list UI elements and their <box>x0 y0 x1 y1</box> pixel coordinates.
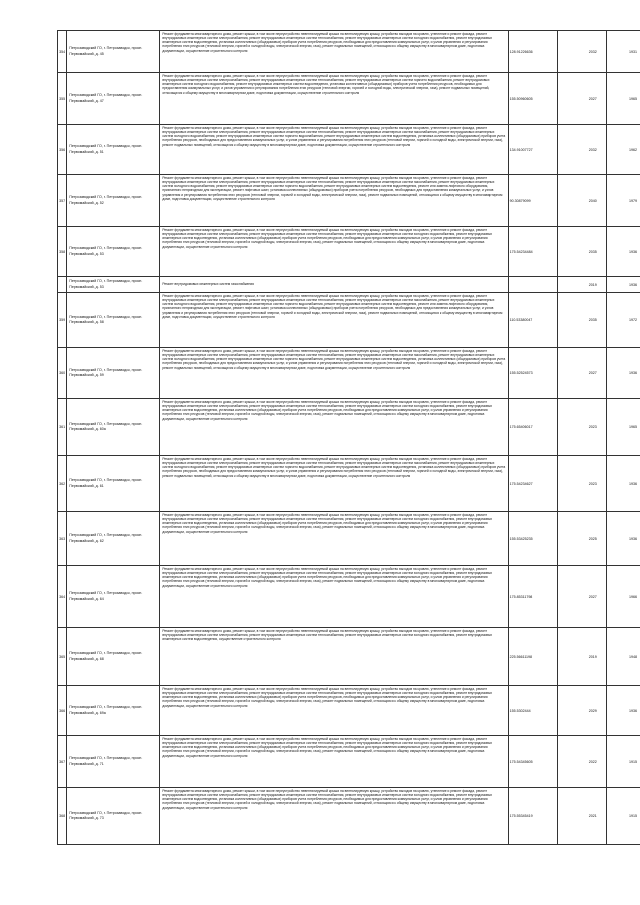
cost-cell: 175.65406017 <box>508 399 558 456</box>
table-row <box>58 175 640 227</box>
work-list-cell: Ремонт фундамента многоквартирного дома, ремонт крыши, в том числе переустройство невентилируемой крыши на вентилируемую крышу, устройство выходов на кровлю, утепление и ремонт фасада, ремонт внутридомовых инженерных систем электроснабжения, ремонт внутридомовых инженерных систем теплоснабжения, ремонт внутридомовых инженерных систем холодного водоснабжения, ремонт внутридомовых инженерных систем водоотведения, установка коллективных (общедомовых) приборов учета потребления ресурсов, необходимых для предоставления коммунальных услуг, и узлов управления и регулирования потребления этих ресурсов (тепловой энергии, горячей и холодной воды, электрической энергии, газа), ремонт подвальных помещений, относящихся к общему имуществу в многоквартирном доме, подготовка документации, осуществление строительного контроля <box>160 686 508 736</box>
row-number: 356 <box>58 125 67 175</box>
built-year-cell: 1936 <box>606 348 640 399</box>
repair-year-cell: 2035 <box>558 293 607 348</box>
cost-cell: 128.91226636 <box>508 31 558 73</box>
built-year-cell: 1936 <box>606 277 640 293</box>
row-number <box>58 277 67 293</box>
row-number: 364 <box>58 566 67 628</box>
repair-year-cell: 2021 <box>558 788 607 845</box>
cost-cell <box>508 277 558 293</box>
cost-cell: 155.53425235 <box>508 512 558 566</box>
repair-year-cell: 2027 <box>558 348 607 399</box>
repair-year-cell: 2023 <box>558 456 607 512</box>
table-row <box>58 686 640 736</box>
address-cell: Петрозаводский ГО, г. Петрозаводск, просп. Первомайский, д. 52 <box>67 175 160 227</box>
work-list-cell: Ремонт фундамента многоквартирного дома, ремонт крыши, в том числе переустройство невентилируемой крыши на вентилируемую крышу, устройство выходов на кровлю, утепление и ремонт фасада, ремонт внутридомовых инженерных систем электроснабжения, ремонт внутридомовых инженерных систем теплоснабжения, ремонт внутридомовых инженерных систем газоснабжения, ремонт внутридомовых инженерных систем холодного водоснабжения, ремонт внутридомовых инженерных систем горячего водоснабжения, ремонт внутридомовых инженерных систем водоотведения, установка коллективных (общедомовых) приборов учета потребления ресурсов, необходимых для предоставления коммунальных услуг, и узлов управления и регулирования потребления этих ресурсов (тепловой энергии, горячей и холодной воды, электрической энергии, газа), ремонт подвальных помещений, относящихся к общему имуществу в многоквартирном доме, подготовка документации, осуществление строительного контроля <box>160 456 508 512</box>
built-year-cell: 1931 <box>606 31 640 73</box>
table-row <box>58 628 640 686</box>
row-number: 363 <box>58 512 67 566</box>
repair-year-cell: 2032 <box>558 31 607 73</box>
cost-cell: 175.54234627 <box>508 456 558 512</box>
work-list-cell: Ремонт внутридомовых инженерных систем газоснабжения <box>160 277 508 293</box>
cost-cell: 225.56611198 <box>508 628 558 686</box>
row-number: 355 <box>58 73 67 125</box>
work-list-cell: Ремонт фундамента многоквартирного дома, ремонт крыши, в том числе переустройство невентилируемой крыши на вентилируемую крышу, устройство выходов на кровлю, утепление и ремонт фасада, ремонт внутридомовых инженерных систем электроснабжения, ремонт внутридомовых инженерных систем теплоснабжения, ремонт внутридомовых инженерных систем холодного водоснабжения, ремонт внутридомовых инженерных систем водоотведения, установка коллективных (общедомовых) приборов учета потребления ресурсов, необходимых для предоставления коммунальных услуг, и узлов управления и регулирования потребления этих ресурсов (тепловой энергии, горячей и холодной воды, электрической энергии, газа), ремонт подвальных помещений, относящихся к общему имуществу в многоквартирном доме, подготовка документации, осуществление строительного контроля <box>160 512 508 566</box>
row-number: 359 <box>58 293 67 348</box>
repair-year-cell: 2027 <box>558 566 607 628</box>
repair-year-cell: 2023 <box>558 399 607 456</box>
work-list-cell: Ремонт фундамента многоквартирного дома, ремонт крыши, в том числе переустройство невентилируемой крыши на вентилируемую крышу, устройство выходов на кровлю, утепление и ремонт фасада, ремонт внутридомовых инженерных систем электроснабжения, ремонт внутридомовых инженерных систем теплоснабжения, ремонт внутридомовых инженерных систем газоснабжения, ремонт внутридомовых инженерных систем холодного водоснабжения, ремонт внутридомовых инженерных систем горячего водоснабжения, ремонт внутридомовых инженерных систем водоотведения, установка коллективных (общедомовых) приборов учета потребления ресурсов, необходимых для предоставления коммунальных услуг, и узлов управления и регулирования потребления этих ресурсов (тепловой энергии, горячей и холодной воды, электрической энергии, газа), ремонт подвальных помещений, относящихся к общему имуществу в многоквартирном доме, подготовка документации, осуществление строительного контроля <box>160 125 508 175</box>
cost-cell: 134.91007727 <box>508 125 558 175</box>
built-year-cell: 1965 <box>606 399 640 456</box>
built-year-cell: 1979 <box>606 175 640 227</box>
table-row <box>58 456 640 512</box>
table-row <box>58 512 640 566</box>
work-list-cell: Ремонт фундамента многоквартирного дома, ремонт крыши, в том числе переустройство невентилируемой крыши на вентилируемую крышу, устройство выходов на кровлю, утепление и ремонт фасада, ремонт внутридомовых инженерных систем электроснабжения, ремонт внутридомовых инженерных систем теплоснабжения, ремонт внутридомовых инженерных систем газоснабжения, ремонт внутридомовых инженерных систем холодного водоснабжения, ремонт внутридомовых инженерных систем горячего водоснабжения, ремонт внутридомовых инженерных систем водоотведения, установка коллективных (общедомовых) приборов учета потребления ресурсов, необходимых для предоставления коммунальных услуг, и узлов управления и регулирования потребления этих ресурсов (тепловой энергии, горячей и холодной воды, электрической энергии, газа), ремонт подвальных помещений, относящихся к общему имуществу в многоквартирном доме, подготовка документации, осуществление строительного контроля <box>160 348 508 399</box>
repair-year-cell: 2029 <box>558 686 607 736</box>
work-list-cell: Ремонт фундамента многоквартирного дома, ремонт крыши, в том числе переустройство невентилируемой крыши на вентилируемую крышу, устройство выходов на кровлю, утепление и ремонт фасада, ремонт внутридомовых инженерных систем электроснабжения, ремонт внутридомовых инженерных систем теплоснабжения, ремонт внутридомовых инженерных систем холодного водоснабжения, ремонт внутридомовых инженерных систем водоотведения, установка коллективных (общедомовых) приборов учета потребления ресурсов, необходимых для предоставления коммунальных услуг, и узлов управления и регулирования потребления этих ресурсов (тепловой энергии, горячей и холодной воды, электрической энергии, газа), ремонт подвальных помещений, относящихся к общему имуществу в многоквартирном доме, подготовка документации, осуществление строительного контроля <box>160 399 508 456</box>
row-number: 365 <box>58 628 67 686</box>
built-year-cell: 1915 <box>606 788 640 845</box>
built-year-cell: 1936 <box>606 686 640 736</box>
address-cell: Петрозаводский ГО, г. Петрозаводск, просп. Первомайский, д. 45 <box>67 31 160 73</box>
work-list-cell: Ремонт фундамента многоквартирного дома, ремонт крыши, в том числе переустройство невентилируемой крыши на вентилируемую крышу, устройство выходов на кровлю, утепление и ремонт фасада, ремонт внутридомовых инженерных систем электроснабжения, ремонт внутридомовых инженерных систем теплоснабжения, ремонт внутридомовых инженерных систем горячего водоснабжения, ремонт внутридомовых инженерных систем холодного водоснабжения, ремонт внутридомовых инженерных систем водоотведения, установка коллективных (общедомовых) приборов учета потребления ресурсов, необходимых для предоставления коммунальных услуг, и узлов управления и регулирования потребления этих ресурсов (тепловой энергии, горячей и холодной воды, электрической энергии, газа), ремонт подвальных помещений, относящихся к общему имуществу в многоквартирном доме, подготовка документации, осуществление строительного контроля <box>160 73 508 125</box>
repair-year-cell: 2019 <box>558 628 607 686</box>
table-row <box>58 788 640 845</box>
repair-year-cell: 2022 <box>558 736 607 788</box>
table-row <box>58 566 640 628</box>
row-number: 367 <box>58 736 67 788</box>
built-year-cell: 1965 <box>606 73 640 125</box>
repair-year-cell: 2025 <box>558 512 607 566</box>
built-year-cell: 1936 <box>606 512 640 566</box>
cost-cell: 175.54234484 <box>508 227 558 277</box>
repair-program-table <box>57 30 640 845</box>
repair-year-cell: 2035 <box>558 227 607 277</box>
built-year-cell: 1966 <box>606 566 640 628</box>
cost-cell: 155.50960605 <box>508 73 558 125</box>
address-cell: Петрозаводский ГО, г. Петрозаводск, просп. Первомайский, д. 71 <box>67 736 160 788</box>
cost-cell: 155.5302444 <box>508 686 558 736</box>
row-number: 354 <box>58 31 67 73</box>
table-row <box>58 73 640 125</box>
work-list-cell: Ремонт фундамента многоквартирного дома, ремонт крыши, в том числе переустройство невентилируемой крыши на вентилируемую крышу, устройство выходов на кровлю, утепление и ремонт фасада, ремонт внутридомовых инженерных систем электроснабжения, ремонт внутридомовых инженерных систем теплоснабжения, ремонт внутридомовых инженерных систем газоснабжения, ремонт внутридомовых инженерных систем холодного водоснабжения, ремонт внутридомовых инженерных систем горячего водоснабжения, ремонт внутридомовых инженерных систем водоотведения, ремонт или замена лифтового оборудования, признанного непригодным для эксплуатации, ремонт лифтовых шахт, установка коллективных (общедомовых) приборов учета потребления ресурсов, необходимых для предоставления коммунальных услуг, и узлов управления и регулирования потребления этих ресурсов (тепловой энергии, горячей и холодной воды, электрической энергии, газа), ремонт подвальных помещений, относящихся к общему имуществу в многоквартирном доме, подготовка документации, осуществление строительного контроля <box>160 293 508 348</box>
address-cell: Петрозаводский ГО, г. Петрозаводск, просп. Первомайский, д. 47 <box>67 73 160 125</box>
table-row <box>58 736 640 788</box>
cost-cell: 175.54345605 <box>508 736 558 788</box>
row-number: 366 <box>58 686 67 736</box>
work-list-cell: Ремонт фундамента многоквартирного дома, ремонт крыши, в том числе переустройство невентилируемой крыши на вентилируемую крышу, устройство выходов на кровлю, утепление и ремонт фасада, ремонт внутридомовых инженерных систем электроснабжения, ремонт внутридомовых инженерных систем теплоснабжения, ремонт внутридомовых инженерных систем холодного водоснабжения, ремонт внутридомовых инженерных систем водоотведения, установка коллективных (общедомовых) приборов учета потребления ресурсов, необходимых для предоставления коммунальных услуг, и узлов управления и регулирования потребления этих ресурсов (тепловой энергии, горячей и холодной воды, электрической энергии, газа), ремонт подвальных помещений, относящихся к общему имуществу в многоквартирном доме, подготовка документации, осуществление строительного контроля <box>160 788 508 845</box>
row-number: 357 <box>58 175 67 227</box>
table-row <box>58 399 640 456</box>
built-year-cell: 1972 <box>606 293 640 348</box>
address-cell: Петрозаводский ГО, г. Петрозаводск, просп. Первомайский, д. 73 <box>67 788 160 845</box>
address-cell: Петрозаводский ГО, г. Петрозаводск, просп. Первомайский, д. 68 <box>67 628 160 686</box>
cost-cell: 155.52524573 <box>508 348 558 399</box>
table-row <box>58 277 640 293</box>
work-list-cell: Ремонт фундамента многоквартирного дома, ремонт крыши, в том числе переустройство невентилируемой крыши на вентилируемую крышу, устройство выходов на кровлю, утепление и ремонт фасада, ремонт внутридомовых инженерных систем электроснабжения, ремонт внутридомовых инженерных систем теплоснабжения, ремонт внутридомовых инженерных систем холодного водоснабжения, ремонт внутридомовых инженерных систем водоотведения, установка коллективных (общедомовых) приборов учета потребления ресурсов, необходимых для предоставления коммунальных услуг, и узлов управления и регулирования потребления этих ресурсов (тепловой энергии, горячей и холодной воды, электрической энергии, газа), ремонт подвальных помещений, относящихся к общему имуществу в многоквартирном доме, подготовка документации, осуществление строительного контроля <box>160 736 508 788</box>
row-number: 362 <box>58 456 67 512</box>
repair-year-cell: 2032 <box>558 125 607 175</box>
table-row <box>58 293 640 348</box>
address-cell: Петрозаводский ГО, г. Петрозаводск, просп. Первомайский, д. 59 <box>67 348 160 399</box>
row-number: 361 <box>58 399 67 456</box>
row-number: 368 <box>58 788 67 845</box>
address-cell: Петрозаводский ГО, г. Петрозаводск, просп. Первомайский, д. 51 <box>67 125 160 175</box>
table-row <box>58 227 640 277</box>
built-year-cell: 1936 <box>606 456 640 512</box>
row-number: 358 <box>58 227 67 277</box>
work-list-cell: Ремонт фундамента многоквартирного дома, ремонт крыши, в том числе переустройство невентилируемой крыши на вентилируемую крышу, устройство выходов на кровлю, утепление и ремонт фасада, ремонт внутридомовых инженерных систем электроснабжения, ремонт внутридомовых инженерных систем теплоснабжения, ремонт внутридомовых инженерных систем холодного водоснабжения, ремонт внутридомовых инженерных систем водоотведения, осуществление строительного контроля <box>160 628 508 686</box>
work-list-cell: Ремонт фундамента многоквартирного дома, ремонт крыши, в том числе переустройство невентилируемой крыши на вентилируемую крышу, устройство выходов на кровлю, утепление и ремонт фасада, ремонт внутридомовых инженерных систем электроснабжения, ремонт внутридомовых инженерных систем теплоснабжения, ремонт внутридомовых инженерных систем газоснабжения, ремонт внутридомовых инженерных систем холодного водоснабжения, ремонт внутридомовых инженерных систем горячего водоснабжения, ремонт внутридомовых инженерных систем водоотведения, ремонт или замена лифтового оборудования, признанного непригодным для эксплуатации, ремонт лифтовых шахт, установка коллективных (общедомовых) приборов учета потребления ресурсов, необходимых для предоставления коммунальных услуг, и узлов управления и регулирования потребления этих ресурсов (тепловой энергии, горячей и холодной воды, электрической энергии, газа), ремонт подвальных помещений, относящихся к общему имуществу в многоквартирном доме, подготовка документации, осуществление строительного контроля <box>160 175 508 227</box>
cost-cell: 175.55345419 <box>508 788 558 845</box>
cost-cell: 90.30879099 <box>508 175 558 227</box>
address-cell: Петрозаводский ГО, г. Петрозаводск, просп. Первомайский, д. 53 <box>67 227 160 277</box>
address-cell: Петрозаводский ГО, г. Петрозаводск, просп. Первомайский, д. 58 <box>67 293 160 348</box>
built-year-cell: 1962 <box>606 125 640 175</box>
row-number: 360 <box>58 348 67 399</box>
address-cell: Петрозаводский ГО, г. Петрозаводск, просп. Первомайский, д. 69а <box>67 686 160 736</box>
repair-year-cell: 2019 <box>558 277 607 293</box>
address-cell: Петрозаводский ГО, г. Петрозаводск, просп. Первомайский, д. 60а <box>67 399 160 456</box>
table-body <box>58 31 640 845</box>
address-cell: Петрозаводский ГО, г. Петрозаводск, просп. Первомайский, д. 62 <box>67 512 160 566</box>
work-list-cell: Ремонт фундамента многоквартирного дома, ремонт крыши, в том числе переустройство невентилируемой крыши на вентилируемую крышу, устройство выходов на кровлю, утепление и ремонт фасада, ремонт внутридомовых инженерных систем электроснабжения, ремонт внутридомовых инженерных систем теплоснабжения, ремонт внутридомовых инженерных систем холодного водоснабжения, ремонт внутридомовых инженерных систем водоотведения, установка коллективных (общедомовых) приборов учета потребления ресурсов, необходимых для предоставления коммунальных услуг, и узлов управления и регулирования потребления этих ресурсов (тепловой энергии, горячей и холодной воды, электрической энергии, газа), ремонт подвальных помещений, относящихся к общему имуществу в многоквартирном доме, подготовка документации, осуществление строительного контроля <box>160 566 508 628</box>
repair-year-cell: 2027 <box>558 73 607 125</box>
address-cell: Петрозаводский ГО, г. Петрозаводск, просп. Первомайский, д. 64 <box>67 566 160 628</box>
repair-year-cell: 2040 <box>558 175 607 227</box>
table-row <box>58 31 640 73</box>
built-year-cell: 1936 <box>606 227 640 277</box>
work-list-cell: Ремонт фундамента многоквартирного дома, ремонт крыши, в том числе переустройство невентилируемой крыши на вентилируемую крышу, устройство выходов на кровлю, утепление и ремонт фасада, ремонт внутридомовых инженерных систем электроснабжения, ремонт внутридомовых инженерных систем теплоснабжения, ремонт внутридомовых инженерных систем холодного водоснабжения, ремонт внутридомовых инженерных систем водоотведения, установка коллективных (общедомовых) приборов учета потребления ресурсов, необходимых для предоставления коммунальных услуг, и узлов управления и регулирования потребления этих ресурсов (тепловой энергии, горячей и холодной воды, электрической энергии, газа), ремонт подвальных помещений, относящихся к общему имуществу в многоквартирном доме, подготовка документации, осуществление строительного контроля <box>160 227 508 277</box>
work-list-cell: Ремонт фундамента многоквартирного дома, ремонт крыши, в том числе переустройство невентилируемой крыши на вентилируемую крышу, устройство выходов на кровлю, утепление и ремонт фасада, ремонт внутридомовых инженерных систем электроснабжения, ремонт внутридомовых инженерных систем теплоснабжения, ремонт внутридомовых инженерных систем холодного водоснабжения, ремонт внутридомовых инженерных систем водоотведения, установка коллективных (общедомовых) приборов учета потребления ресурсов, необходимых для предоставления коммунальных услуг, и узлов управления и регулирования потребления этих ресурсов (тепловой энергии, горячей и холодной воды, электрической энергии, газа), ремонт подвальных помещений, относящихся к общему имуществу в многоквартирном доме, подготовка документации, осуществление строительного контроля <box>160 31 508 73</box>
built-year-cell: 1948 <box>606 628 640 686</box>
cost-cell: 175.85311798 <box>508 566 558 628</box>
table-row <box>58 348 640 399</box>
address-cell: Петрозаводский ГО, г. Петрозаводск, просп. Первомайский, д. 61 <box>67 456 160 512</box>
built-year-cell: 1915 <box>606 736 640 788</box>
cost-cell: 110.53380047 <box>508 293 558 348</box>
address-cell: Петрозаводский ГО, г. Петрозаводск, просп. Первомайский, д. 53 <box>67 277 160 293</box>
table-row <box>58 125 640 175</box>
